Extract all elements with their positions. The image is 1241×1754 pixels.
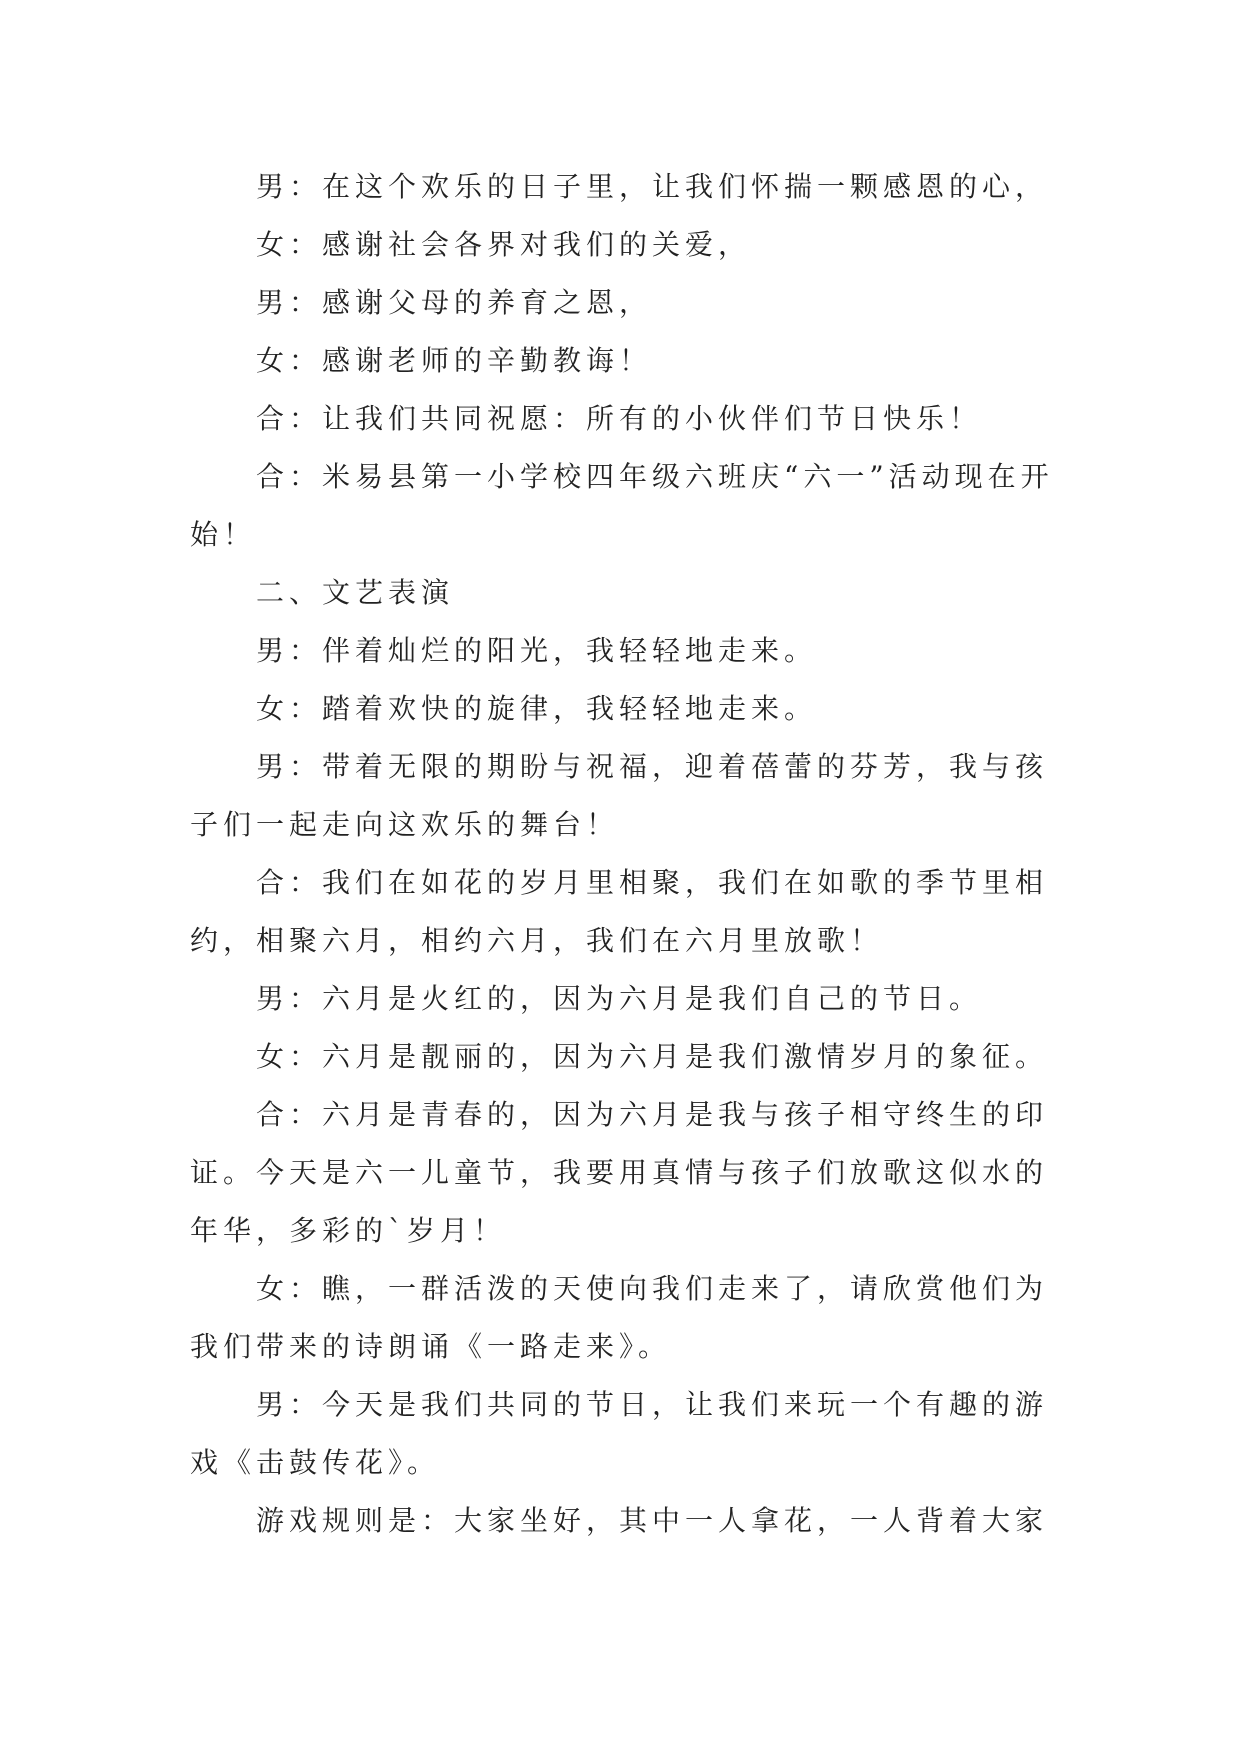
paragraph: 男：今天是我们共同的节日，让我们来玩一个有趣的游戏《击鼓传花》。 <box>190 1388 1049 1479</box>
paragraph: 合：让我们共同祝愿：所有的小伙伴们节日快乐！ <box>256 402 983 435</box>
paragraph: 合：六月是青春的，因为六月是我与孩子相守终生的印证。今天是六一儿童节，我要用真情与孩子们放歌这似水的年华，多彩的`岁月！ <box>190 1098 1049 1247</box>
paragraph: 合：我们在如花的岁月里相聚，我们在如歌的季节里相约，相聚六月，相约六月，我们在六月里放歌！ <box>190 866 1049 957</box>
paragraph: 男：伴着灿烂的阳光，我轻轻地走来。 <box>256 634 818 667</box>
paragraph: 女：感谢社会各界对我们的关爱， <box>256 228 752 261</box>
paragraph: 女：六月是靓丽的，因为六月是我们激情岁月的象征。 <box>256 1040 1049 1073</box>
paragraph: 游戏规则是：大家坐好，其中一人拿花，一人背着大家 <box>256 1504 1049 1537</box>
paragraph: 女：感谢老师的辛勤教诲！ <box>256 344 653 377</box>
paragraph: 男：感谢父母的养育之恩， <box>256 286 653 319</box>
paragraph: 男：在这个欢乐的日子里，让我们怀揣一颗感恩的心， <box>256 170 1049 203</box>
document-body <box>190 158 1060 1550</box>
paragraph: 男：六月是火红的，因为六月是我们自己的节日。 <box>256 982 983 1015</box>
section-heading: 二、文艺表演 <box>256 576 455 609</box>
paragraph: 男：带着无限的期盼与祝福，迎着蓓蕾的芬芳，我与孩子们一起走向这欢乐的舞台！ <box>190 750 1049 841</box>
paragraph: 合：米易县第一小学校四年级六班庆“六一”活动现在开始！ <box>190 460 1054 551</box>
paragraph: 女：踏着欢快的旋律，我轻轻地走来。 <box>256 692 818 725</box>
paragraph: 女：瞧，一群活泼的天使向我们走来了，请欣赏他们为我们带来的诗朗诵《一路走来》。 <box>190 1272 1049 1363</box>
